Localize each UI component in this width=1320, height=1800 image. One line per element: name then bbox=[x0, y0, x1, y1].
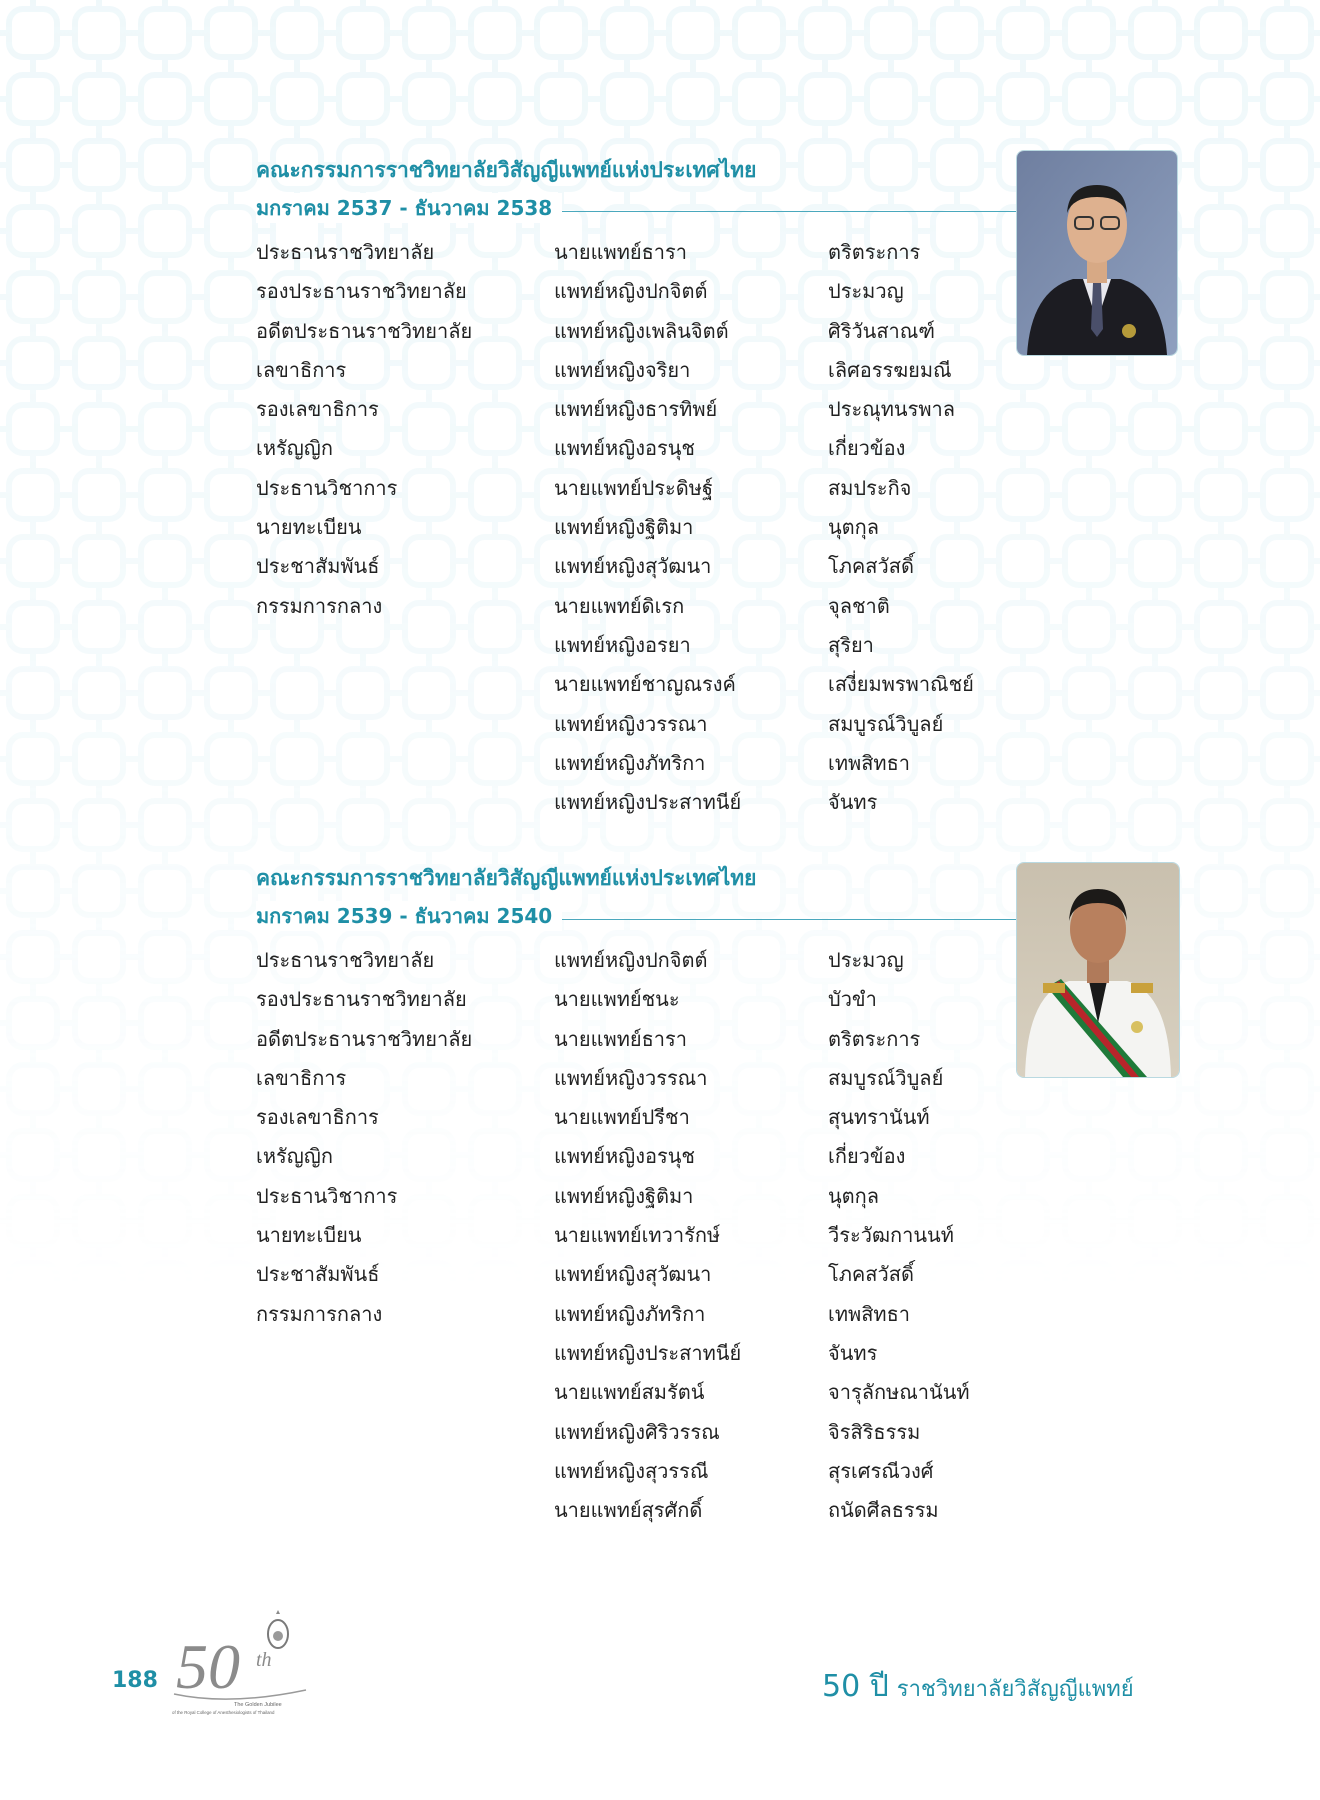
committee-position: เหรัญญิก bbox=[256, 436, 333, 461]
committee-row bbox=[256, 665, 1016, 704]
member-surname: โภคสวัสดิ์ bbox=[828, 1262, 914, 1287]
member-name: แพทย์หญิงประสาทนีย์ bbox=[554, 1340, 742, 1365]
member-surname: ประมวญ bbox=[828, 279, 904, 304]
committee-row bbox=[256, 1295, 1016, 1334]
member-name: แพทย์หญิงภัทริกา bbox=[554, 750, 706, 775]
committee-position: กรรมการกลาง bbox=[256, 1301, 383, 1326]
member-surname: สุนทรานันท์ bbox=[828, 1105, 930, 1130]
member-name: นายแพทย์สุรศักดิ์ bbox=[554, 1498, 703, 1523]
member-name: นายแพทย์ประดิษฐ์ bbox=[554, 475, 713, 500]
golden-jubilee-logo bbox=[170, 1610, 310, 1724]
committee-position: นายทะเบียน bbox=[256, 515, 362, 540]
committee-position: รองประธานราชวิทยาลัย bbox=[256, 279, 467, 304]
member-surname: ตริตระการ bbox=[828, 240, 921, 264]
member-name: แพทย์หญิงวรรณา bbox=[554, 1065, 708, 1090]
committee-row bbox=[256, 1334, 1016, 1373]
member-surname: ศิริวันสาณฑ์ bbox=[828, 318, 935, 343]
committee-position: ประธานวิชาการ bbox=[256, 475, 398, 500]
member-name: แพทย์หญิงฐิติมา bbox=[554, 1183, 694, 1208]
committee-position: รองเลขาธิการ bbox=[256, 1105, 379, 1130]
member-name: แพทย์หญิงสุวรรณี bbox=[554, 1458, 709, 1483]
committee-position: เหรัญญิก bbox=[256, 1144, 333, 1169]
member-surname: จุลชาติ bbox=[828, 593, 890, 618]
member-surname: จันทร bbox=[828, 1340, 878, 1365]
section-title: คณะกรรมการราชวิทยาลัยวิสัญญีแพทย์แห่งประเทศไทย bbox=[256, 158, 757, 182]
committee-position: ประธานราชวิทยาลัย bbox=[256, 948, 435, 972]
member-name: แพทย์หญิงปกจิตต์ bbox=[554, 948, 708, 972]
committee-row bbox=[256, 1177, 1016, 1216]
member-surname: เทพสิทธา bbox=[828, 1301, 911, 1326]
member-name: นายแพทย์เทวารักษ์ bbox=[554, 1223, 721, 1248]
member-surname: ตริตระการ bbox=[828, 1026, 921, 1051]
member-surname: ถนัดศีลธรรม bbox=[828, 1498, 939, 1523]
committee-row bbox=[256, 1137, 1016, 1176]
member-name: แพทย์หญิงอรยา bbox=[554, 632, 691, 657]
committee-row bbox=[256, 626, 1016, 665]
committee-row bbox=[256, 1098, 1016, 1137]
committee-row bbox=[256, 1020, 1016, 1059]
member-name: แพทย์หญิงภัทริกา bbox=[554, 1301, 706, 1326]
logo-fifty: 50 bbox=[176, 1631, 240, 1702]
committee-position: อดีตประธานราชวิทยาลัย bbox=[256, 1026, 473, 1051]
member-name: แพทย์หญิงเพลินจิตต์ bbox=[554, 318, 729, 343]
member-surname: ประณุทนรพาล bbox=[828, 397, 956, 422]
committee-row bbox=[256, 705, 1016, 744]
committee-row bbox=[256, 1413, 1016, 1452]
member-surname: วีระวัฒกานนท์ bbox=[828, 1223, 954, 1248]
member-name: แพทย์หญิงอรนุช bbox=[554, 436, 695, 461]
member-surname: สมประกิจ bbox=[828, 475, 912, 500]
member-name: แพทย์หญิงฐิติมา bbox=[554, 515, 694, 540]
member-name: แพทย์หญิงอรนุช bbox=[554, 1144, 695, 1169]
member-surname: สมบูรณ์วิบูลย์ bbox=[828, 711, 944, 736]
committee-table bbox=[256, 233, 1016, 822]
committee-row bbox=[256, 1255, 1016, 1294]
committee-position: นายทะเบียน bbox=[256, 1223, 362, 1248]
committee-row bbox=[256, 390, 1016, 429]
page-number: 188 bbox=[112, 1668, 158, 1693]
committee-row bbox=[256, 1216, 1016, 1255]
committee-row bbox=[256, 1452, 1016, 1491]
member-name: แพทย์หญิงสุวัฒนา bbox=[554, 1262, 712, 1287]
committee-position: ประชาสัมพันธ์ bbox=[256, 554, 380, 579]
logo-caption-2: of the Royal College of Anesthesiologists of Thailand bbox=[172, 1710, 275, 1715]
committee-row bbox=[256, 508, 1016, 547]
member-surname: เสงี่ยมพรพาณิชย์ bbox=[828, 672, 974, 697]
member-name: แพทย์หญิงวรรณา bbox=[554, 711, 708, 736]
committee-position: อดีตประธานราชวิทยาลัย bbox=[256, 318, 473, 343]
committee-row bbox=[256, 1059, 1016, 1098]
committee-row bbox=[256, 233, 1016, 272]
committee-row bbox=[256, 1373, 1016, 1412]
member-name: นายแพทย์ธารา bbox=[554, 240, 688, 264]
member-name: นายแพทย์สมรัตน์ bbox=[554, 1380, 705, 1405]
committee-row bbox=[256, 272, 1016, 311]
logo-caption-1: The Golden Jubilee bbox=[234, 1702, 282, 1708]
member-name: นายแพทย์ธารา bbox=[554, 1026, 688, 1051]
member-surname: สมบูรณ์วิบูลย์ bbox=[828, 1065, 944, 1090]
section-period: มกราคม 2537 - ธันวาคม 2538 bbox=[256, 193, 562, 223]
section-period: มกราคม 2539 - ธันวาคม 2540 bbox=[256, 901, 562, 931]
committee-row bbox=[256, 941, 1016, 980]
committee-row bbox=[256, 1491, 1016, 1530]
committee-row bbox=[256, 587, 1016, 626]
portrait-man-photo-icon bbox=[1017, 151, 1177, 355]
section-title: คณะกรรมการราชวิทยาลัยวิสัญญีแพทย์แห่งประเทศไทย bbox=[256, 866, 757, 890]
portrait-photo-2 bbox=[1016, 862, 1180, 1078]
member-surname: สุริยา bbox=[828, 632, 874, 657]
member-surname: เกี่ยวข้อง bbox=[828, 1144, 906, 1169]
member-name: นายแพทย์ชนะ bbox=[554, 987, 680, 1012]
committee-row bbox=[256, 783, 1016, 822]
member-surname: เลิศอรรฆยมณี bbox=[828, 357, 952, 382]
member-surname: สุรเศรณีวงศ์ bbox=[828, 1458, 934, 1483]
member-surname: จันทร bbox=[828, 790, 878, 815]
member-surname: จิรสิริธรรม bbox=[828, 1419, 921, 1444]
committee-position: รองเลขาธิการ bbox=[256, 397, 379, 422]
member-surname: เทพสิทธา bbox=[828, 750, 911, 775]
footer-title-small: ราชวิทยาลัยวิสัญญีแพทย์ bbox=[896, 1677, 1134, 1702]
member-name: นายแพทย์ดิเรก bbox=[554, 593, 685, 618]
committee-row bbox=[256, 980, 1016, 1019]
logo-th: th bbox=[256, 1649, 272, 1671]
member-name: แพทย์หญิงสุวัฒนา bbox=[554, 554, 712, 579]
member-name: แพทย์หญิงธารทิพย์ bbox=[554, 397, 718, 422]
footer-book-title bbox=[822, 1663, 1134, 1710]
member-name: นายแพทย์ปรีชา bbox=[554, 1105, 690, 1130]
committee-position: ประธานวิชาการ bbox=[256, 1183, 398, 1208]
footer-title-big: 50 ปี bbox=[822, 1669, 889, 1704]
committee-row bbox=[256, 547, 1016, 586]
committee-position: ประชาสัมพันธ์ bbox=[256, 1262, 380, 1287]
member-name: แพทย์หญิงศิริวรรณ bbox=[554, 1419, 720, 1444]
jubilee-emblem-icon bbox=[170, 1610, 310, 1720]
committee-table bbox=[256, 941, 1016, 1530]
member-name: แพทย์หญิงปกจิตต์ bbox=[554, 279, 708, 304]
committee-position: ประธานราชวิทยาลัย bbox=[256, 240, 435, 264]
committee-row bbox=[256, 429, 1016, 468]
member-name: แพทย์หญิงประสาทนีย์ bbox=[554, 790, 742, 815]
committee-row bbox=[256, 469, 1016, 508]
member-surname: บัวขำ bbox=[828, 987, 877, 1012]
committee-position: เลขาธิการ bbox=[256, 357, 347, 382]
member-surname: ประมวญ bbox=[828, 948, 904, 972]
member-name: แพทย์หญิงจริยา bbox=[554, 357, 691, 382]
portrait-photo-1 bbox=[1016, 150, 1178, 356]
committee-row bbox=[256, 351, 1016, 390]
member-surname: เกี่ยวข้อง bbox=[828, 436, 906, 461]
member-surname: นุตกุล bbox=[828, 1183, 880, 1208]
committee-row bbox=[256, 744, 1016, 783]
committee-position: รองประธานราชวิทยาลัย bbox=[256, 987, 467, 1012]
member-name: นายแพทย์ชาญณรงค์ bbox=[554, 672, 736, 697]
committee-row bbox=[256, 312, 1016, 351]
portrait-woman-photo-icon bbox=[1017, 863, 1179, 1077]
committee-position: กรรมการกลาง bbox=[256, 593, 383, 618]
member-surname: จารุลักษณานันท์ bbox=[828, 1380, 970, 1405]
member-surname: นุตกุล bbox=[828, 515, 880, 540]
committee-position: เลขาธิการ bbox=[256, 1065, 347, 1090]
member-surname: โภคสวัสดิ์ bbox=[828, 554, 914, 579]
